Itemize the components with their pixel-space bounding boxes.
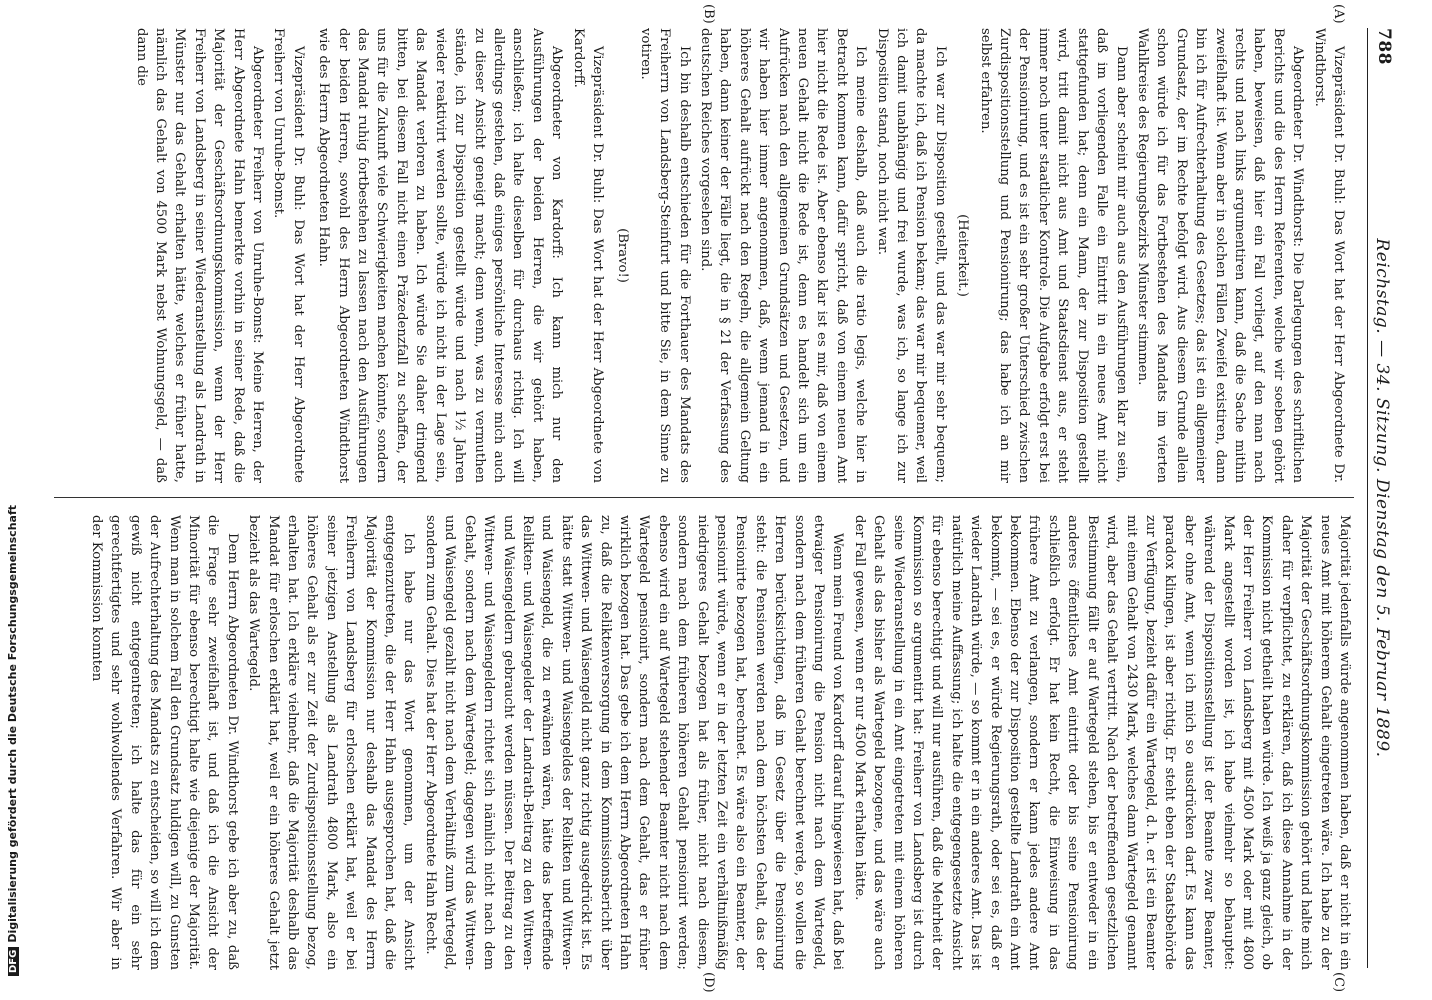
column-divider xyxy=(54,497,1354,498)
paragraph: Vizepräsident Dr. Buhl: Das Wort hat der Herr Abgeordnete von Kardorff. xyxy=(570,28,605,483)
paragraph: Ich bin deshalb entschieden für die Forthauer des Mandats des Freiherrn von Landsberg-Steinfurt und bitte Sie, in dem Sinne zu votiren. xyxy=(637,28,692,483)
margin-marker-d: (D) xyxy=(701,972,716,993)
stage-direction: (Heiterkeit.) xyxy=(955,214,971,297)
paragraph: Ich meine deshalb, daß auch die ratio legis, welche hier in Betracht kommen kann, dafür spricht, daß von einem neuen Amt hier nicht die Rede ist. Aber ebenso klar ist es mir, daß von einem neuen Gehalt nicht die Rede ist, denn es handelt sich um ein Aufrücken nach den allgemeinen Grundsätzen und Gesetzen, und wir haben hier immer angenommen, daß, wenn jemand in ein höheres Gehalt aufrückt nach den Regeln, die allgemein Geltung haben, dann keiner der Fälle liegt, die in § 21 der Verfassung des deutschen Reiches vorgesehen sind. xyxy=(698,28,869,483)
right-column xyxy=(54,515,1354,970)
stage-direction: (Bravo!) xyxy=(615,228,631,283)
paragraph: Dem Herrn Abgeordneten Dr. Windthorst gebe ich aber zu, daß die Frage sehr zweifelhaft ist, und daß ich die Ansicht der Minorität für ebenso berechtigt halte wie diejenige der Majorität. Wenn man in solchem Fall den Grundsatz huldigen will, zu Gunsten der Aufrechterhaltung des Mandats zu entscheiden, so will ich dem gewiß nicht entgegentreten; ich halte das für ein sehr gerechtfertigtes und sehr wohlwollendes Verfahren. Wir aber in der Kommission konnten xyxy=(89,515,240,970)
page-header xyxy=(1367,28,1398,968)
paragraph: Abgeordneter Dr. Windthorst: Die Darlegungen des schriftlichen Berichts und die des Herrn Referenten, welche wir soeben gehört haben, beweisen, daß hier ein Fall vorliegt, auf den man nach rechts und nach links argumentiren kann, daß die Sache mithin zweifelhaft ist. Wenn aber in solchen Fällen Zweifel existiren, dann bin ich für Aufrechterhaltung des Gesetzes; das ist ein allgemeiner Grundsatz, der im Rechte befolgt wird. Aus diesem Grunde allein schon würde ich für das Fortbestehen des Mandats im vierten Wahlkreise des Regierungsbezirks Münster stimmen. xyxy=(1134,28,1306,483)
paragraph: Vizepräsident Dr. Buhl: Das Wort hat der Herr Abgeordnete Freiherr von Unruhe-Bomst. xyxy=(271,28,306,483)
paragraph: Ich habe nur das Wort genommen, um der Ansicht entgegenzutreten, die der Herr Hahn ausgesprochen hat, daß die Majorität der Kommission nur deshalb das Mandat des Herrn Freiherrn von Landsberg für erloschen erklärt hat, weil er bei seiner jetzigen Anstellung als Landrath 4800 Mark, also ein höheres Gehalt als er zur Zeit der Zurdispositionsstellung bezog, erhalten hat. Ich erkläre vielmehr, daß die Majorität deshalb das Mandat für erloschen erklärt hat, weil er ein höheres Gehalt jetzt bezieht als das Wartegeld. xyxy=(246,515,417,970)
margin-marker-b: (B) xyxy=(701,4,716,24)
paragraph: Ich war zur Disposition gestellt, und das war mir sehr bequem; da machte ich, daß ich Pension bekam; das war mir bequemer, weil ich damit unabhängig und frei wurde, was ich, so lange ich zur Disposition stand, noch nicht war. xyxy=(874,28,948,483)
paragraph: Majorität jedenfalls würde angenommen haben, daß er nicht in ein neues Amt mit höherem Gehalt eingetreten wäre. Ich habe zu der Majorität der Geschäftsordnungskommission gehört und halte mich daher für verpflichtet, zu erklären, daß ich diese Annahme in der Kommission nicht getheilt haben würde. Ich weiß ja ganz gleich, ob der Herr Freiherr von Landsberg mit 4500 Mark oder mit 4800 Mark angestellt worden ist, ich habe vielmehr so behauptet: während der Dispositionsstellung ist der Beamte zwar Beamter, aber ohne Amt, wenn ich mich so ausdrücken darf. Es kann das paradox klingen, ist aber richtig. Er steht eben der Staatsbehörde zur Verfügung, bezieht dafür ein Wartegeld, d. h. er ist ein Beamter mit einem Gehalt von 2430 Mark, welches dann Wartegeld genannt wird, aber das Gehalt vertritt. Nach der betreffenden gesetzlichen Bestimmung fällt er auf Wartegeld stehen, bis er entweder in ein anderes öffentliches Amt eintritt oder bis seine Pensionirung schließlich erfolgt. Er hat kein Recht, die Einweisung in das frühere Amt zu verlangen, sondern er kann jedes andere Amt bekommen. Ebenso der zur Disposition gestellte Landrath ein Amt bekommt, — sei es, er würde Regierungsrath, oder sei es, daß er wieder Landrath würde, — so kommt er in ein anderes Amt. Das ist natürlich meine Auffassung; ich halte die entgegengesetzte Ansicht für ebenso berechtigt und will nur ausführen, daß die Mehrheit der Kommission so argumentirt hat: Freiherr von Landsberg ist durch seine Wiederanstellung in ein Amt eingetreten mit einem höheren Gehalt als das bisher als Wartegeld bezogene, und das wäre auch der Fall gewesen, wenn er nur 4500 Mark erhalten hätte. xyxy=(851,515,1352,970)
paragraph: Abgeordneter Freiherr von Unruhe-Bomst: Meine Herren, der Herr Abgeordnete Hahn bemerkte vorhin in seiner Rede, daß die Majorität der Geschäftsordnungskommission, wenn der Herr Freiherr von Landsberg in seiner Wiederanstellung als Landrath in Münster nur das Gehalt erhalten hätte, welches er früher hatte, nämlich das Gehalt von 4500 Mark nebst Wohnungsgeld, — daß dann die xyxy=(133,28,266,483)
footer-text xyxy=(6,0,19,976)
margin-marker-a: (A) xyxy=(1331,4,1346,24)
footer-caption: Digitalisierung gefördert durch die Deutsche Forschungsgemeinschaft xyxy=(6,504,19,943)
paragraph: Abgeordneter von Kardorff: Ich kann mich nur den Ausführungen der beiden Herren, die wir gehört haben, anschließen; ich halte dieselben für durchaus richtig. Ich will allerdings gestehen, daß einiges persönliche Interesse mich auch zu dieser Ansicht geneigt macht; denn wenn, was zu vermuthen stände, ich zur Disposition gestellt würde und nach 1½ Jahren wieder reaktivirt werden sollte, würde ich nicht in der Lage sein, das Mandat verloren zu haben. Ich würde Sie daher dringend bitten, bei diesem Fall nicht einen Präzedenzfall zu schaffen, der uns für die Zukunft viele Schwierigkeiten machen könnte, sondern das Mandat ruhig fortbestehen zu lassen nach den Ausführungen der beiden Herren, sowohl des Herrn Abgeordneten Windthorst wie des Herrn Abgeordneten Hahn. xyxy=(316,28,565,483)
paragraph: Vizepräsident Dr. Buhl: Das Wort hat der Herr Abgeordnete Dr. Windthorst. xyxy=(1311,28,1346,483)
footer xyxy=(0,0,20,1000)
page-title: Reichstag. — 34. Sitzung. Dienstag den 5. Februar 1889. xyxy=(1372,238,1392,758)
paragraph: Wenn mein Freund von Kardorff darauf hingewiesen hat, daß bei etwaiger Pensionirung die Pension nicht nach dem Wartegeld, sondern nach dem früheren Gehalt berechnet werde, so wollen die Herren berücksichtigen, daß im Gesetz über die Pensionirung steht: die Pensionen werden nach dem höchsten Gehalt, das der Pensionirte bezogen hat, berechnet. Es wäre also ein Beamter, der pensionirt würde, wenn er in der letzten Zeit ein verhältnißmäßig niedrigeres Gehalt bezogen hat als früher, nicht nach diesem, sondern nach dem früheren höheren Gehalt pensionirt werden; ebenso wird ein auf Wartegeld stehender Beamter nicht nach dem Wartegeld pensionirt, sondern nach dem Gehalt, das er früher wirklich bezogen hat. Das gebe ich dem Herrn Abgeordneten Hahn zu, daß die Reliktenversorgung in dem Kommissionsbericht über das Wittwen- und Waisengeld nicht ganz richtig ausgedrückt ist. Es hätte statt Wittwen- und Waisengeldes der Relikten und Wittwen- und Waisengeld, die zu erwähnen wären, hätte das betreffende Relikten- und Waisengelder der Landrath-Beitrag zu den Wittwen- und Waisengeldern gebraucht werden müssen. Der Beitrag zu den Wittwen- und Waisengeldern richtet sich nämlich nicht nach dem Gehalt, sondern nach dem Wartegeld; dagegen wird das Wittwen- und Waisengeld gezahlt nicht nach dem Verhältniß zum Wartegeld, sondern zum Gehalt. Dies hat der Herr Abgeordnete Hahn Recht. xyxy=(422,515,846,970)
left-column xyxy=(54,28,1354,483)
margin-marker-c: (C) xyxy=(1331,972,1346,993)
paragraph: Dann aber scheint mir auch aus den Ausführungen klar zu sein, daß im vorliegenden Falle ein Eintritt in ein neues Amt nicht stattgefunden hat; denn ein Mann, der zur Disposition gestellt wird, tritt damit nicht aus Amt und Staatsdienst aus, er steht immer noch unter staatlicher Kontrole. Die Aufgabe erfolgt erst bei der Pensionirung, und es ist ein sehr großer Unterschied zwischen Zurdispositionsstellung und Pensionirung; das habe ich an mir selbst erfahren. xyxy=(977,28,1129,483)
dfg-logo: DFG xyxy=(8,947,19,976)
page-number: 788 xyxy=(1374,28,1394,65)
newspaper-page xyxy=(16,0,1416,1000)
